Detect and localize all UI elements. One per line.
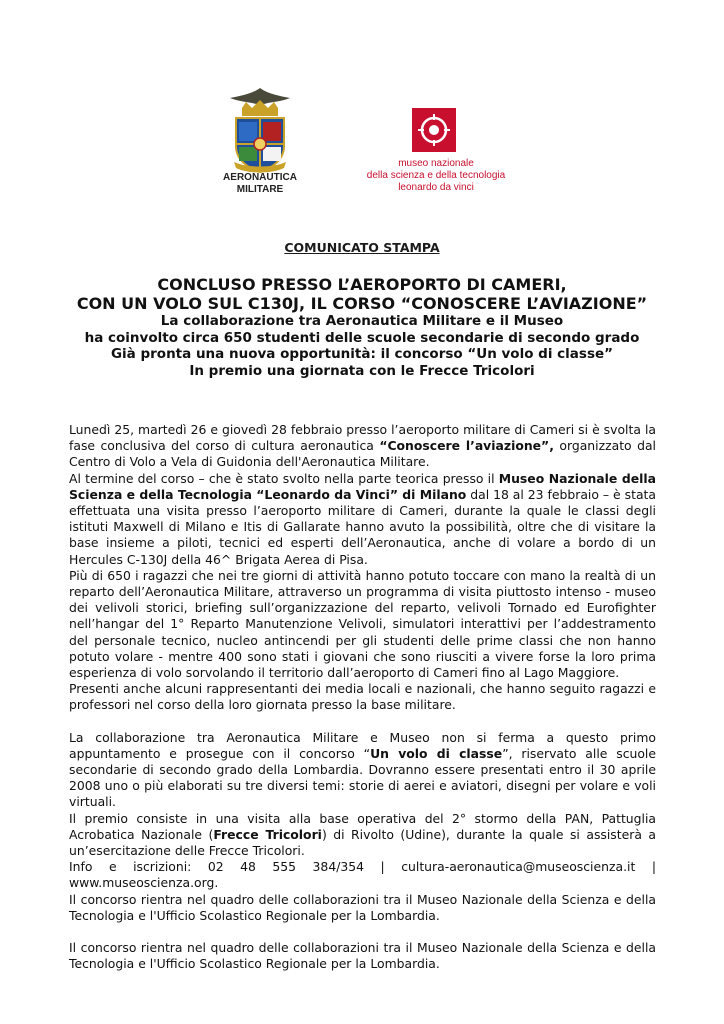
paragraph-gap (69, 714, 656, 730)
paragraph-framework-repeat: Il concorso rientra nel quadro delle collaborazioni tra il Museo Nazionale della Scienza e della Tecnologia e l'Ufficio Scolastico Regionale per la Lombardia. (69, 940, 656, 972)
museo-scienza-logo-icon (412, 108, 456, 152)
aeronautica-line2: MILITARE (236, 184, 284, 195)
p1-text-end: organizzato dal Centro di Volo a Vela di Guidonia dell'Aeronautica Militare. (69, 438, 656, 470)
paragraph-students: Più di 650 i ragazzi che nei tre giorni di attività hanno potuto toccare con mano la realtà di un reparto dell’Aeronautica Militare, attraverso un programma di visita piuttosto intenso - museo dei velivoli storici, briefing sull’organizzazione del reparto, velivoli Tornado ed Eurofighter nell’hangar del 1° Reparto Manutenzione Velivoli, simulatori interattivi per l’addestramento del personale tecnico, nucleo antincendi per gli studenti delle prime classi che non hanno potuto volare - mentre 400 sono stati i giovani che sono riusciti a vivere forse la loro prima esperienza di volo sorvolando il territorio dall’aeroporto di Cameri fino al Lago Maggiore. (69, 567, 656, 681)
headline-line-2: CON UN VOLO SUL C130J, IL CORSO “CONOSCERE L’AVIAZIONE” (76, 294, 648, 313)
subheadline-line-2: ha coinvolto circa 650 studenti delle scuole secondarie di secondo grado (84, 329, 640, 346)
p2-text-end: dal 18 al 23 febbraio – è stata effettuata una visita presso l’aeroporto militare di Cameri, durante la quale le classi degli istituti Maxwell di Milano e Itis di Gallarate hanno avuto la possibilità, oltre che di visitare la base insieme a piloti, tecnici ed esperti dell’Aeronautica, anche di volare a bordo di un Hercules C-130J della 46^ Brigata Aerea di Pisa. (69, 486, 656, 567)
p1-text: Lunedì 25, martedì 26 e giovedì 28 febbraio presso l’aeroporto militare di Cameri si è svolta la fase conclusiva del corso di cultura aeronautica (69, 422, 656, 454)
aeronautica-line1: AERONAUTICA (223, 172, 297, 183)
paragraph-gap-2 (69, 924, 656, 940)
paragraph-prize (69, 811, 656, 860)
paragraph-framework: Il concorso rientra nel quadro delle collaborazioni tra il Museo Nazionale della Scienza e della Tecnologia e l'Ufficio Scolastico Regionale per la Lombardia. (69, 891, 656, 923)
info-contacts-line: Info e iscrizioni: 02 48 555 384/354 | cultura-aeronautica@museoscienza.it | (69, 859, 656, 875)
headline-block (0, 275, 724, 379)
paragraph-contest (69, 730, 656, 811)
subheadline-line-4: In premio una giornata con le Frecce Tricolori (189, 362, 535, 379)
kicker-text: COMUNICATO STAMPA (284, 240, 440, 255)
museo-line3: leonardo da vinci (398, 182, 474, 193)
p2-text: Al termine del corso – che è stato svolto nella parte teorica presso il (69, 470, 499, 486)
info-website: www.museoscienza.org. (69, 875, 219, 891)
museo-scienza-logo-text (366, 158, 506, 194)
aeronautica-militare-logo-text (200, 172, 320, 196)
p6-text: Il premio consiste in una visita alla base operativa del 2° stormo della PAN, Pattuglia Acrobatica Nazionale ( (69, 810, 656, 842)
article-body (69, 422, 656, 973)
p5-text-end: ”, riservato alle scuole secondarie di secondo grado della Lombardia. Dovranno essere presentati entro il 30 aprile 2008 uno o più elaborati su tre diversi temi: storie di aerei e aviatori, disegni per volare e voli virtuali. (69, 745, 657, 810)
contest-name: Un volo di classe (370, 745, 503, 761)
paragraph-media: Presenti anche alcuni rappresentanti dei media locali e nazionali, che hanno seguito ragazzi e professori nel corso della loro giornata presso la base militare. (69, 681, 656, 713)
press-release-label (0, 240, 724, 255)
course-name: “Conoscere l’aviazione”, (379, 438, 554, 454)
headline-line-1: CONCLUSO PRESSO L’AEROPORTO DI CAMERI, (157, 275, 567, 294)
museo-line1: museo nazionale (398, 158, 474, 169)
p5-text: La collaborazione tra Aeronautica Militare e Museo non si ferma a questo primo appuntamento e prosegue con il concorso “ (69, 729, 656, 761)
paragraph-course-conclusion (69, 422, 656, 471)
p6-text-end: ) di Rivolto (Udine), durante la quale si assisterà a un’esercitazione delle Frecce Tricolori. (69, 826, 657, 859)
subheadline-line-1: La collaborazione tra Aeronautica Militare e il Museo (160, 313, 564, 329)
frecce-tricolori: Frecce Tricolori (213, 826, 322, 842)
paragraph-visit (69, 471, 656, 568)
museo-line2: della scienza e della tecnologia (366, 170, 506, 181)
museum-name: Museo Nazionale della Scienza e della Tecnologia “Leonardo da Vinci” di Milano (69, 470, 657, 502)
subheadline-line-3: Già pronta una nuova opportunità: il concorso “Un volo di classe” (110, 346, 614, 362)
